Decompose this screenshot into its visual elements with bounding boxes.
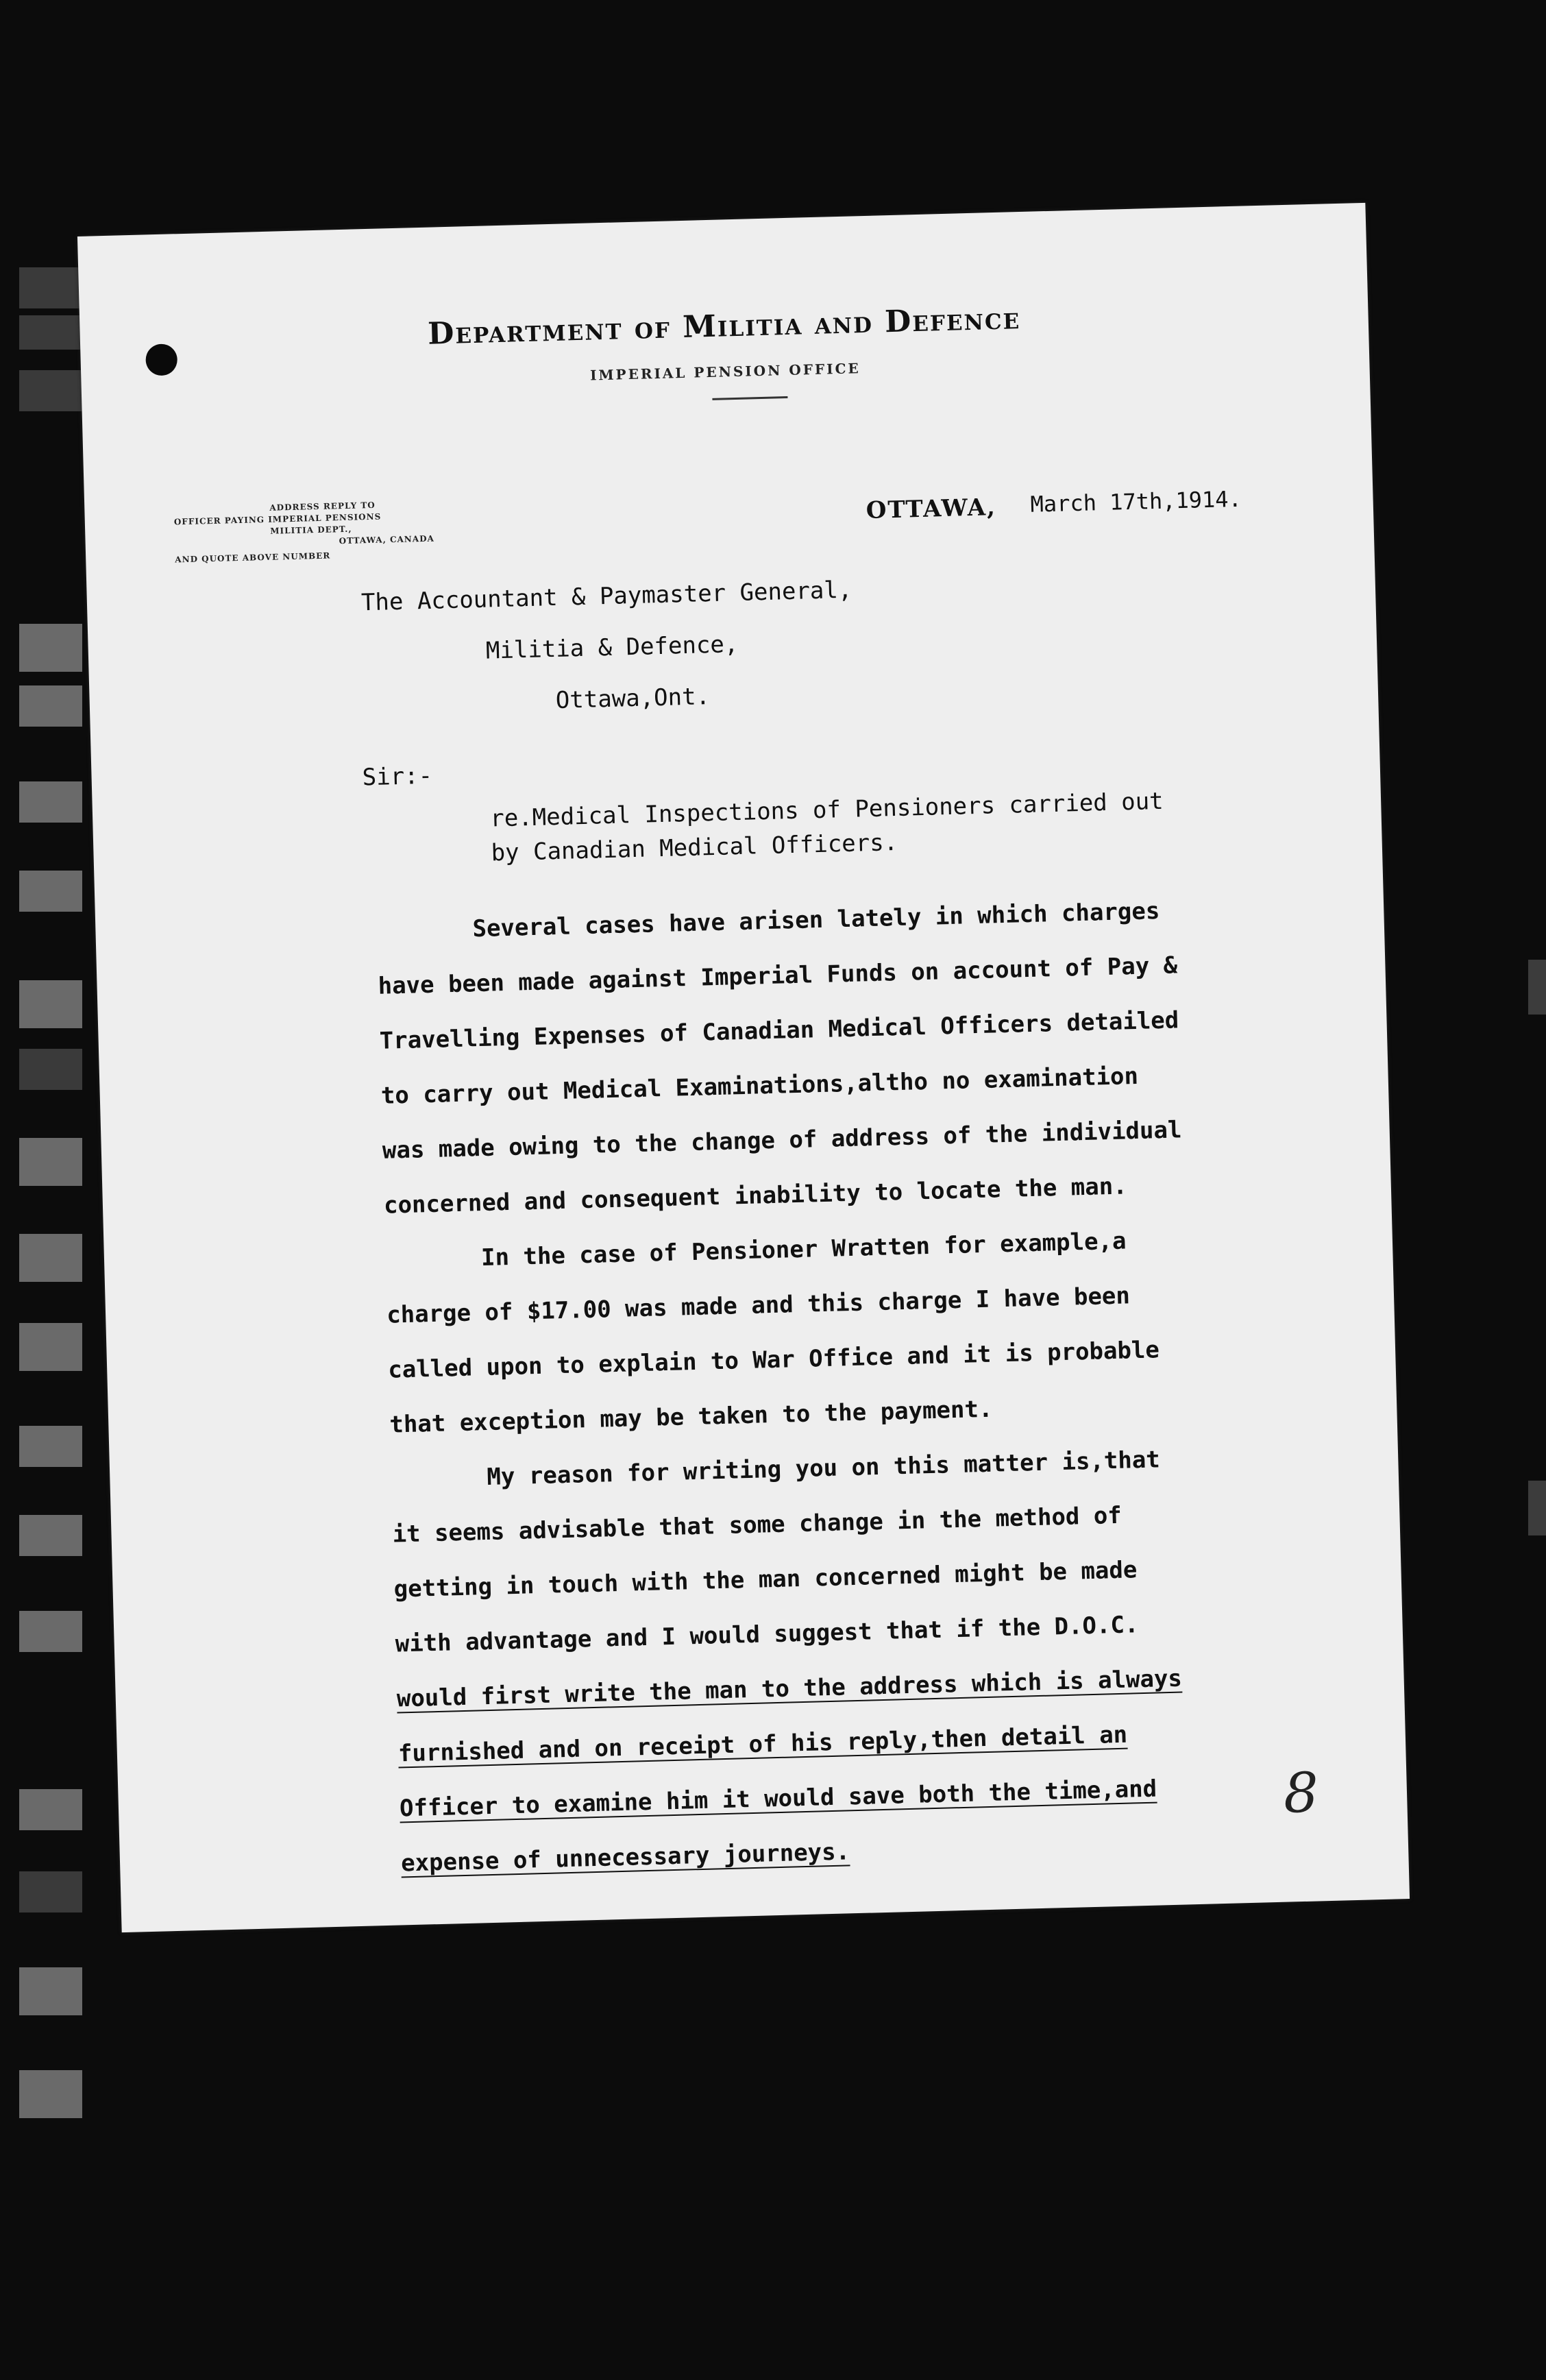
salutation: Sir:- [362, 762, 433, 792]
letter-page [77, 203, 1410, 1932]
handwritten-page-mark: 8 [1282, 1760, 1320, 1825]
body-line: was made owing to the change of address of the individual [382, 1116, 1182, 1165]
recipient-line: Ottawa,Ont. [555, 683, 711, 714]
body-line: My reason for writing you on this matter is,that [486, 1446, 1161, 1492]
film-sprocket [19, 1323, 82, 1371]
reply-line: OFFICER PAYING IMPERIAL PENSIONS [173, 511, 382, 527]
film-sprocket [19, 1234, 82, 1282]
letterhead-rule [712, 396, 787, 400]
film-sprocket [19, 624, 82, 672]
letterhead-department: Department of Militia and Defence [427, 301, 1021, 352]
film-sprocket [19, 267, 82, 308]
reply-line: ADDRESS REPLY TO [269, 500, 376, 513]
letter-place: OTTAWA, [866, 494, 997, 525]
film-sprocket [19, 1871, 82, 1912]
body-line: with advantage and I would suggest that if the D.O.C. [395, 1611, 1139, 1658]
film-sprocket [19, 781, 82, 823]
reply-instructions [173, 497, 476, 566]
body-line: it seems advisable that some change in the method of [392, 1501, 1122, 1549]
film-sprocket [19, 1426, 82, 1467]
film-sprocket [19, 1611, 82, 1652]
body-line: to carry out Medical Examinations,altho no examination [380, 1062, 1139, 1110]
body-line: Several cases have arisen lately in which charges [472, 897, 1160, 943]
film-edge-mark [1528, 1481, 1546, 1535]
film-sprocket [19, 1967, 82, 2015]
recipient-line: Militia & Defence, [485, 630, 739, 665]
film-sprocket [19, 370, 82, 411]
body-line: called upon to explain to War Office and it is probable [387, 1336, 1160, 1384]
body-line: that exception may be taken to the payment. [389, 1395, 993, 1439]
film-sprocket [19, 2070, 82, 2118]
film-sprocket [19, 1138, 82, 1186]
film-sprocket [19, 980, 82, 1028]
film-sprocket [19, 685, 82, 727]
body-line-underlined: Officer to examine him it would save both the time,and [399, 1775, 1157, 1823]
reply-line: OTTAWA, CANADA [339, 533, 435, 546]
body-line: Travelling Expenses of Canadian Medical Officers detailed [379, 1006, 1179, 1055]
film-sprocket [19, 1049, 82, 1090]
body-line: In the case of Pensioner Wratten for example,a [480, 1227, 1127, 1272]
body-line: have been made against Imperial Funds on account of Pay & [378, 951, 1178, 1000]
body-line: charge of $17.00 was made and this charge I have been [386, 1282, 1131, 1329]
body-line-underlined: furnished and on receipt of his reply,then detail an [397, 1721, 1128, 1768]
letter-date: March 17th,1914. [1030, 485, 1242, 518]
subject-line: by Canadian Medical Officers. [491, 829, 898, 867]
body-line-underlined: expense of unnecessary journeys. [400, 1838, 850, 1878]
film-edge-mark [1528, 960, 1546, 1015]
body-line: getting in touch with the man concerned might be made [393, 1556, 1138, 1603]
reply-line: MILITIA DEPT., [270, 524, 352, 536]
body-line-underlined: would first write the man to the address which is always [396, 1664, 1183, 1713]
film-sprocket [19, 1515, 82, 1556]
film-sprocket [19, 871, 82, 912]
recipient-line: The Accountant & Paymaster General, [360, 576, 852, 617]
reply-line: AND QUOTE ABOVE NUMBER [175, 550, 331, 565]
film-sprocket [19, 315, 82, 350]
film-sprocket [19, 1789, 82, 1830]
subject-line: re.Medical Inspections of Pensioners carried out [489, 787, 1164, 833]
letterhead-office: IMPERIAL PENSION OFFICE [589, 360, 861, 384]
body-line: concerned and consequent inability to locate the man. [383, 1172, 1128, 1219]
